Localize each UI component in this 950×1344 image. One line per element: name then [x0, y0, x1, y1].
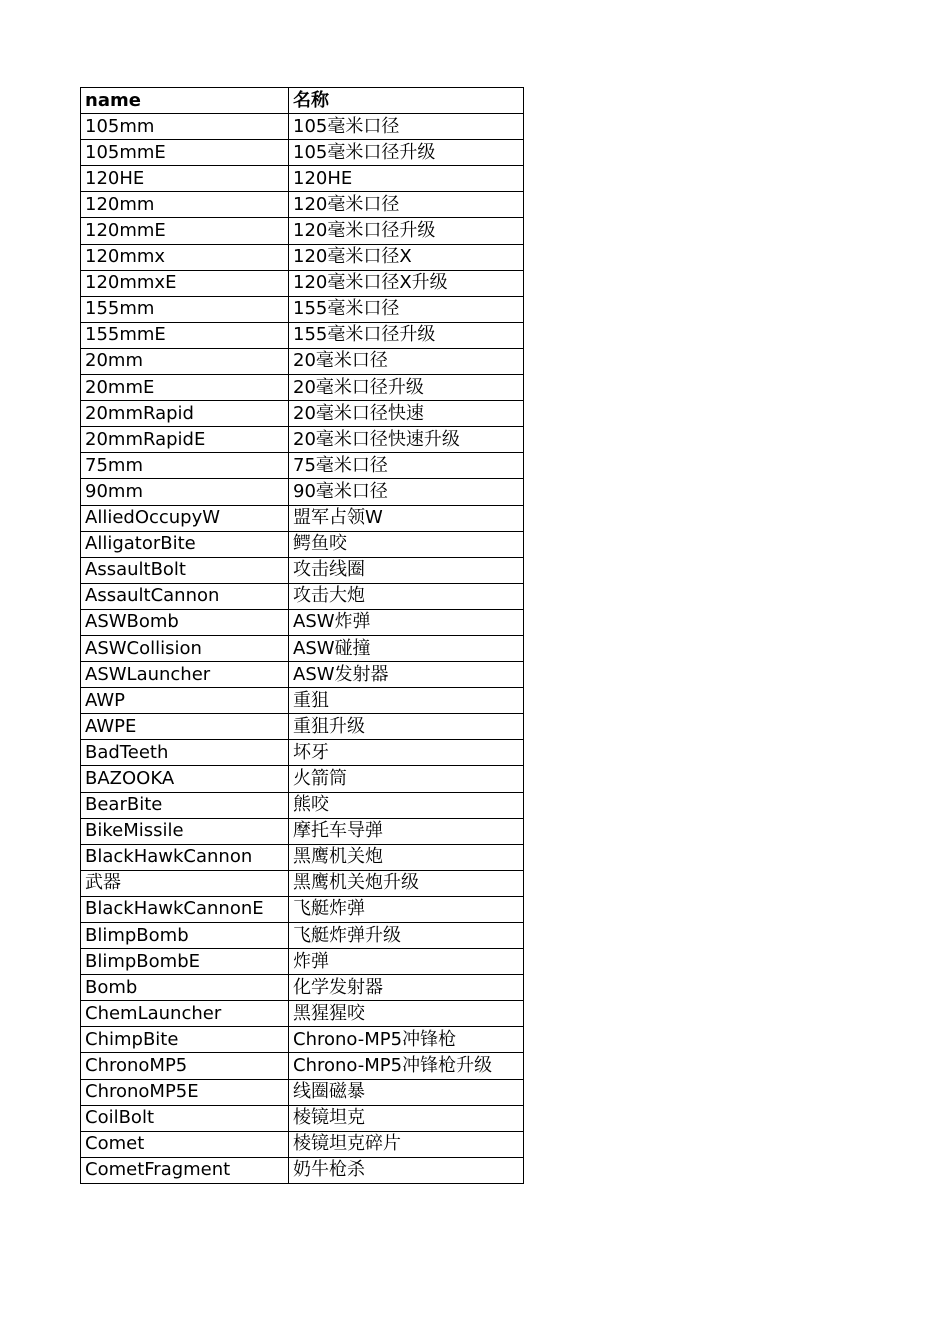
table-row [81, 688, 524, 714]
cell-name[interactable]: 武器 [81, 870, 289, 896]
table-row [81, 714, 524, 740]
cell-chinese-name[interactable]: 120毫米口径 [289, 192, 524, 218]
table-row [81, 401, 524, 427]
cell-chinese-name[interactable]: ASW碰撞 [289, 635, 524, 661]
cell-chinese-name[interactable]: 化学发射器 [289, 975, 524, 1001]
cell-chinese-name[interactable]: ASW发射器 [289, 662, 524, 688]
table-row [81, 375, 524, 401]
header-chinese-name[interactable]: 名称 [289, 88, 524, 114]
cell-chinese-name[interactable]: 75毫米口径 [289, 453, 524, 479]
cell-chinese-name[interactable]: 飞艇炸弹 [289, 896, 524, 922]
cell-chinese-name[interactable]: 重狙升级 [289, 714, 524, 740]
cell-chinese-name[interactable]: 120毫米口径升级 [289, 218, 524, 244]
table-row [81, 557, 524, 583]
cell-name[interactable]: AWPE [81, 714, 289, 740]
table-row [81, 1027, 524, 1053]
table-row [81, 427, 524, 453]
cell-name[interactable]: Comet [81, 1131, 289, 1157]
cell-name[interactable]: 120mmx [81, 244, 289, 270]
cell-chinese-name[interactable]: 火箭筒 [289, 766, 524, 792]
table-row [81, 1053, 524, 1079]
cell-chinese-name[interactable]: 棱镜坦克 [289, 1105, 524, 1131]
cell-name[interactable]: 20mmRapidE [81, 427, 289, 453]
cell-name[interactable]: ChimpBite [81, 1027, 289, 1053]
cell-chinese-name[interactable]: Chrono-MP5冲锋枪升级 [289, 1053, 524, 1079]
table-row [81, 114, 524, 140]
table-row [81, 662, 524, 688]
table-row [81, 923, 524, 949]
cell-name[interactable]: 20mmE [81, 375, 289, 401]
cell-chinese-name[interactable]: 90毫米口径 [289, 479, 524, 505]
cell-chinese-name[interactable]: 棱镜坦克碎片 [289, 1131, 524, 1157]
table-row [81, 270, 524, 296]
cell-name[interactable]: BadTeeth [81, 740, 289, 766]
cell-chinese-name[interactable]: Chrono-MP5冲锋枪 [289, 1027, 524, 1053]
cell-name[interactable]: ChemLauncher [81, 1001, 289, 1027]
table-row [81, 1157, 524, 1183]
table-row [81, 975, 524, 1001]
cell-name[interactable]: 120HE [81, 166, 289, 192]
cell-chinese-name[interactable]: 120毫米口径X升级 [289, 270, 524, 296]
cell-chinese-name[interactable]: 摩托车导弹 [289, 818, 524, 844]
cell-name[interactable]: BlimpBombE [81, 949, 289, 975]
cell-name[interactable]: BearBite [81, 792, 289, 818]
header-row [81, 88, 524, 114]
table-row [81, 870, 524, 896]
cell-name[interactable]: 90mm [81, 479, 289, 505]
cell-chinese-name[interactable]: 鳄鱼咬 [289, 531, 524, 557]
table-row [81, 1131, 524, 1157]
cell-name[interactable]: 120mmxE [81, 270, 289, 296]
table-row [81, 583, 524, 609]
cell-chinese-name[interactable]: 黑猩猩咬 [289, 1001, 524, 1027]
table-row [81, 453, 524, 479]
table-row [81, 166, 524, 192]
cell-name[interactable]: 120mmE [81, 218, 289, 244]
table-row [81, 818, 524, 844]
table-row [81, 140, 524, 166]
cell-name[interactable]: AlliedOccupyW [81, 505, 289, 531]
cell-chinese-name[interactable]: 奶牛枪杀 [289, 1157, 524, 1183]
table-row [81, 844, 524, 870]
cell-name[interactable]: BAZOOKA [81, 766, 289, 792]
cell-chinese-name[interactable]: 黑鹰机关炮升级 [289, 870, 524, 896]
table-row [81, 949, 524, 975]
cell-name[interactable]: BlimpBomb [81, 923, 289, 949]
cell-name[interactable]: 75mm [81, 453, 289, 479]
cell-chinese-name[interactable]: 105毫米口径 [289, 114, 524, 140]
table-row [81, 192, 524, 218]
cell-chinese-name[interactable]: 20毫米口径快速 [289, 401, 524, 427]
table-row [81, 896, 524, 922]
cell-chinese-name[interactable]: 线圈磁暴 [289, 1079, 524, 1105]
cell-name[interactable]: ASWLauncher [81, 662, 289, 688]
cell-name[interactable]: AssaultBolt [81, 557, 289, 583]
table-row [81, 296, 524, 322]
cell-name[interactable]: Bomb [81, 975, 289, 1001]
table-row [81, 792, 524, 818]
cell-chinese-name[interactable]: 20毫米口径升级 [289, 375, 524, 401]
spreadsheet-table [80, 87, 524, 1184]
cell-name[interactable]: AlligatorBite [81, 531, 289, 557]
table-row [81, 244, 524, 270]
cell-chinese-name[interactable]: 重狙 [289, 688, 524, 714]
cell-chinese-name[interactable]: 坏牙 [289, 740, 524, 766]
table-body [81, 114, 524, 1184]
table-row [81, 531, 524, 557]
cell-name[interactable]: CoilBolt [81, 1105, 289, 1131]
table-row [81, 1079, 524, 1105]
cell-chinese-name[interactable]: 120毫米口径X [289, 244, 524, 270]
cell-chinese-name[interactable]: 炸弹 [289, 949, 524, 975]
cell-name[interactable]: 105mm [81, 114, 289, 140]
header-name[interactable]: name [81, 88, 289, 114]
table-row [81, 1105, 524, 1131]
cell-chinese-name[interactable]: 20毫米口径快速升级 [289, 427, 524, 453]
table-row [81, 505, 524, 531]
cell-chinese-name[interactable]: 155毫米口径升级 [289, 322, 524, 348]
cell-name[interactable]: CometFragment [81, 1157, 289, 1183]
cell-chinese-name[interactable]: 攻击大炮 [289, 583, 524, 609]
table-row [81, 740, 524, 766]
table-row [81, 609, 524, 635]
cell-chinese-name[interactable]: 120HE [289, 166, 524, 192]
cell-chinese-name[interactable]: ASW炸弹 [289, 609, 524, 635]
cell-chinese-name[interactable]: 155毫米口径 [289, 296, 524, 322]
cell-name[interactable]: 105mmE [81, 140, 289, 166]
cell-name[interactable]: BikeMissile [81, 818, 289, 844]
table-row [81, 766, 524, 792]
cell-name[interactable]: 120mm [81, 192, 289, 218]
table-row [81, 635, 524, 661]
cell-name[interactable]: 155mmE [81, 322, 289, 348]
cell-chinese-name[interactable]: 20毫米口径 [289, 348, 524, 374]
cell-name[interactable]: BlackHawkCannon [81, 844, 289, 870]
table-row [81, 348, 524, 374]
cell-chinese-name[interactable]: 熊咬 [289, 792, 524, 818]
table-row [81, 218, 524, 244]
cell-name[interactable]: ChronoMP5 [81, 1053, 289, 1079]
cell-name[interactable]: 20mmRapid [81, 401, 289, 427]
cell-chinese-name[interactable]: 飞艇炸弹升级 [289, 923, 524, 949]
cell-name[interactable]: 155mm [81, 296, 289, 322]
cell-chinese-name[interactable]: 攻击线圈 [289, 557, 524, 583]
cell-chinese-name[interactable]: 盟军占领W [289, 505, 524, 531]
cell-chinese-name[interactable]: 105毫米口径升级 [289, 140, 524, 166]
cell-chinese-name[interactable]: 黑鹰机关炮 [289, 844, 524, 870]
cell-name[interactable]: ASWBomb [81, 609, 289, 635]
table-row [81, 322, 524, 348]
cell-name[interactable]: AssaultCannon [81, 583, 289, 609]
cell-name[interactable]: AWP [81, 688, 289, 714]
cell-name[interactable]: ASWCollision [81, 635, 289, 661]
cell-name[interactable]: ChronoMP5E [81, 1079, 289, 1105]
table-row [81, 1001, 524, 1027]
table-row [81, 479, 524, 505]
cell-name[interactable]: BlackHawkCannonE [81, 896, 289, 922]
cell-name[interactable]: 20mm [81, 348, 289, 374]
